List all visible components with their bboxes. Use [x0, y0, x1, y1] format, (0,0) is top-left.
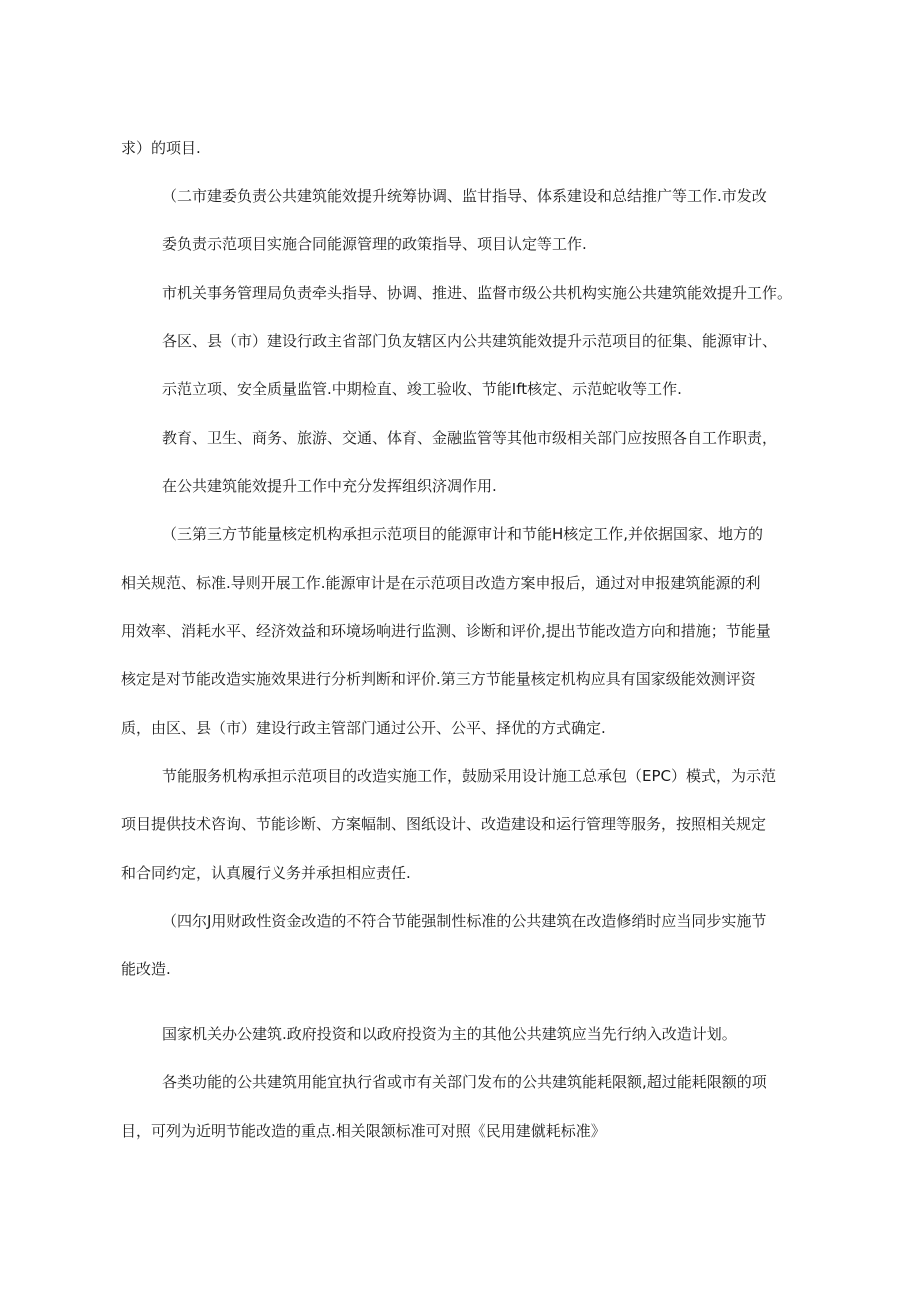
text-line: 在公共建筑能效提升工作中充分发挥组织济凋作用.: [162, 477, 497, 495]
text-line: （二市建委负责公共建筑能效提升统筹协调、监甘指导、体系建设和总结推广等工作.市发改: [162, 187, 767, 205]
text-line: 节能服务机构承担示范项目的改造实施工作，鼓励采用设计施工总承包（EPC）模式，为示范: [162, 767, 777, 785]
text-line: 各类功能的公共建筑用能宜执行省或市有关部门发布的公共建筑能耗限额,超过能耗限额的项: [162, 1073, 767, 1091]
text-line: 示范立项、安全质量监管.中期检直、竣工验收、节能Ift核定、示范蛇收等工作.: [162, 380, 682, 398]
text-line: 能改造.: [121, 960, 171, 978]
text-line: 相关规范、标准.导则开展工作.能源审计是在示范项目改造方案申报后，通过对申报建筑能源的利: [121, 574, 761, 592]
text-line: 国家机关办公建筑.政府投资和以政府投资为主的其他公共建筑应当先行纳入改造计划。: [162, 1025, 737, 1043]
text-line: （三第三方节能量核定机构承担示范项目的能源审计和节能H核定工作,并依据国家、地方的: [162, 525, 764, 543]
text-line: 教育、卫生、商务、旅游、交通、体育、金融监管等其他市级相关部门应按照各自工作职责，: [162, 429, 778, 447]
text-line: 质，由区、县（市）建设行政主管部门通过公开、公平、择优的方式确定.: [121, 719, 606, 737]
text-line: 用效率、消耗水平、经济效益和环境场响进行监测、诊断和评价,提出节能改造方向和措施；节能量: [121, 622, 771, 640]
text-line: 和合同约定，认真履行义务并承担相应责任.: [121, 864, 411, 882]
text-line: （四尔J用财政性资金改造的不符合节能强制性标准的公共建筑在改造修绡时应当同步实施节: [162, 912, 767, 930]
text-line: 市机关事务管理局负责牵头指导、协调、推进、监督市级公共机构实施公共建筑能效提升工作。: [162, 284, 793, 302]
text-line: 各区、县（市）建设行政主省部门负友辖区内公共建筑能效提升示范项目的征集、能源审计、: [162, 332, 778, 350]
text-line: 项目提供技术咨询、节能诊断、方案幅制、图纸设计、改造建设和运行管理等服务，按照相关规定: [121, 815, 767, 833]
text-line: 目，可列为近明节能改造的重点.相关限颔标准可对照《民用建僦耗标准》: [121, 1122, 606, 1140]
text-line: 核定是对节能改造实施效果进行分析判断和评价.第三方节能量核定机构应具有国家级能效测评资: [121, 670, 756, 688]
text-line: 求）的项目.: [121, 139, 201, 157]
text-line: 委负责示范项目实施合同能源管理的政策指导、项目认定等工作.: [162, 235, 587, 253]
